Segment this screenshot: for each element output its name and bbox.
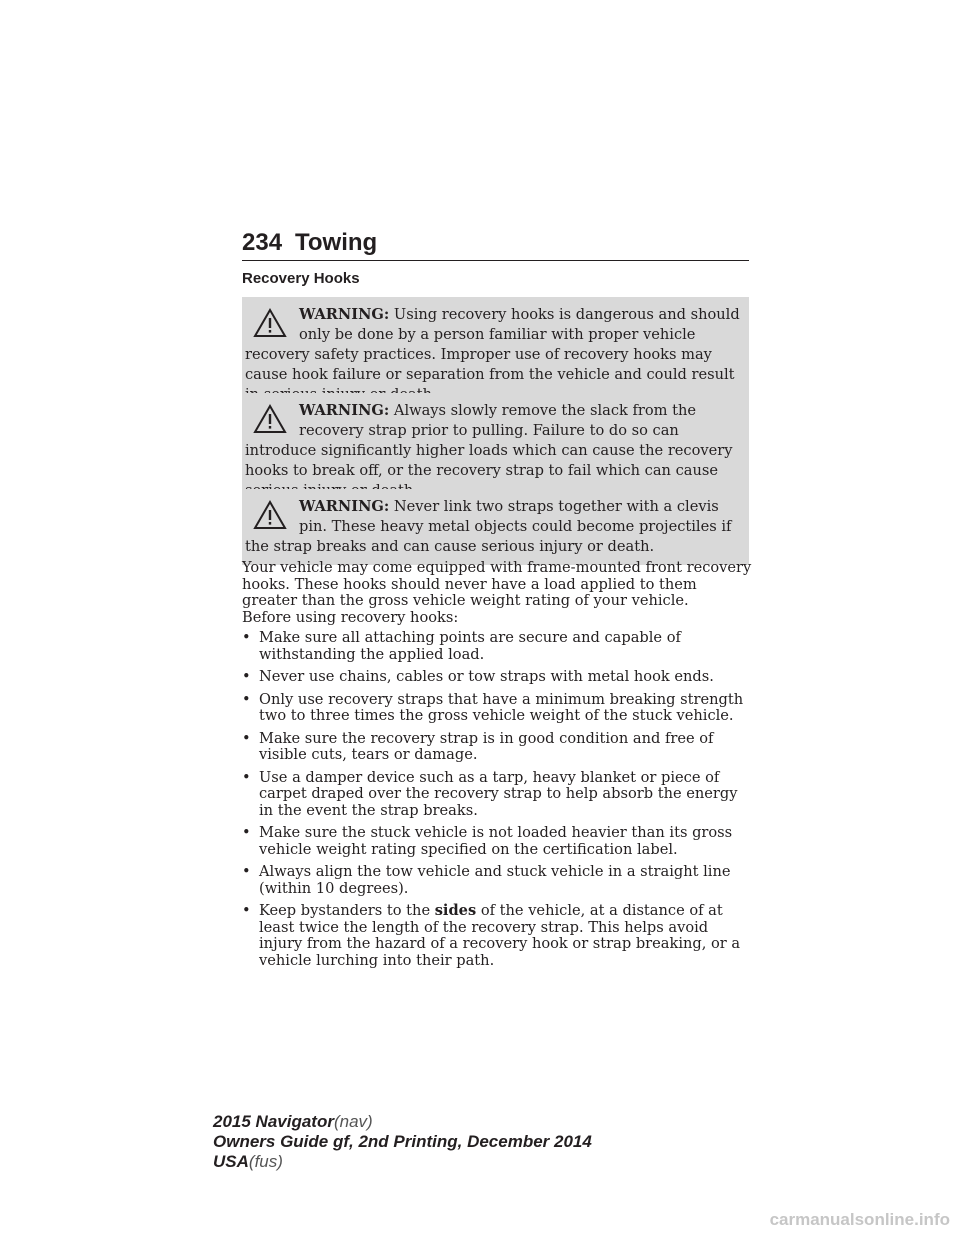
warning-box-3 — [242, 489, 749, 565]
list-item-text: Never use chains, cables or tow straps with metal hook ends. — [259, 668, 714, 685]
footer-model-code: (nav) — [333, 1112, 373, 1131]
watermark: carmanualsonline.info — [769, 1210, 950, 1229]
precaution-list — [242, 630, 752, 975]
list-item-text: Use a damper device such as a tarp, heavy blanket or piece of carpet draped over the recovery strap to help absorb the energy in the event the strap breaks. — [259, 768, 738, 819]
bullet-icon: • — [242, 690, 251, 708]
warning-label: WARNING: — [299, 306, 390, 323]
bullet-icon: • — [242, 824, 251, 841]
list-item — [242, 731, 752, 764]
document-footer — [213, 1112, 592, 1172]
list-item — [242, 630, 752, 663]
list-item-text: Make sure all attaching points are secure and capable of withstanding the applied load. — [259, 629, 681, 663]
intro-paragraph: Your vehicle may come equipped with frame-mounted front recovery hooks. These hooks should never have a load applied to them greater than the gross vehicle weight rating of your vehicle. — [242, 559, 752, 609]
list-item-text-before: Keep bystanders to the — [259, 902, 435, 919]
list-item-text: Make sure the recovery strap is in good condition and free of visible cuts, tears or damage. — [259, 729, 714, 763]
list-item-text: Make sure the stuck vehicle is not loaded heavier than its gross vehicle weight rating specified on the certification label. — [259, 824, 733, 858]
list-item — [242, 770, 752, 820]
warning-body: Always slowly remove the slack from the recovery strap prior to pulling. Failure to do so can introduce significantly higher loads which can cause the recovery hooks to break off, or the recovery strap to fail which can cause — [245, 402, 733, 479]
list-item — [242, 864, 752, 897]
bullet-icon: • — [242, 768, 251, 786]
warning-label: WARNING: — [299, 498, 390, 515]
list-item — [242, 903, 752, 969]
warning-text-3 — [245, 497, 741, 557]
bullet-icon: • — [242, 668, 251, 685]
page-header — [242, 228, 749, 262]
footer-line-3 — [213, 1152, 592, 1172]
bullet-icon: • — [242, 863, 251, 880]
footer-market: USA — [213, 1152, 249, 1171]
list-item-text: Only use recovery straps that have a minimum breaking strength two to three times the gross vehicle weight of the stuck vehicle. — [259, 690, 744, 724]
chapter-title: Towing — [295, 229, 378, 256]
header-rule — [242, 260, 749, 261]
bullet-icon: • — [242, 629, 251, 646]
warning-triangle-icon — [253, 308, 287, 338]
warning-text-1 — [245, 305, 741, 405]
list-item — [242, 669, 752, 686]
bullet-icon: • — [242, 902, 251, 919]
warning-text-2 — [245, 401, 741, 501]
warning-label: WARNING: — [299, 402, 390, 419]
footer-line-2: Owners Guide gf, 2nd Printing, December 2014 — [213, 1132, 592, 1151]
list-item — [242, 825, 752, 858]
list-item-text-after: of the vehicle, at a distance of at least twice the length of the recovery strap. This helps avoid injury from the hazard of a recovery hook or strap breaking, or a vehicle lurching into their path. — [259, 902, 741, 969]
page-number: 234 — [242, 229, 283, 256]
list-intro: Before using recovery hooks: — [242, 609, 459, 626]
footer-market-code: (fus) — [248, 1152, 283, 1171]
list-item-text-bold: sides — [434, 902, 477, 919]
warning-triangle-icon — [253, 500, 287, 530]
bullet-icon: • — [242, 729, 251, 747]
section-heading: Recovery Hooks — [242, 270, 360, 287]
list-item — [242, 692, 752, 725]
footer-model: 2015 Navigator — [213, 1112, 334, 1131]
warning-body: Using recovery hooks is dangerous and should only be done by a person familiar with proper vehicle recovery safety practices. Improper use of recovery hooks may cause hook failure or separation from the vehicle and could result — [245, 306, 740, 383]
warning-body: Never link two straps together with a clevis pin. These heavy metal objects could become projectiles if the strap breaks and can cause serious injury or death. — [245, 498, 732, 555]
warning-triangle-icon — [253, 404, 287, 434]
footer-line-1 — [213, 1112, 592, 1132]
list-item-text: Always align the tow vehicle and stuck vehicle in a straight line (within 10 degrees). — [259, 863, 731, 897]
